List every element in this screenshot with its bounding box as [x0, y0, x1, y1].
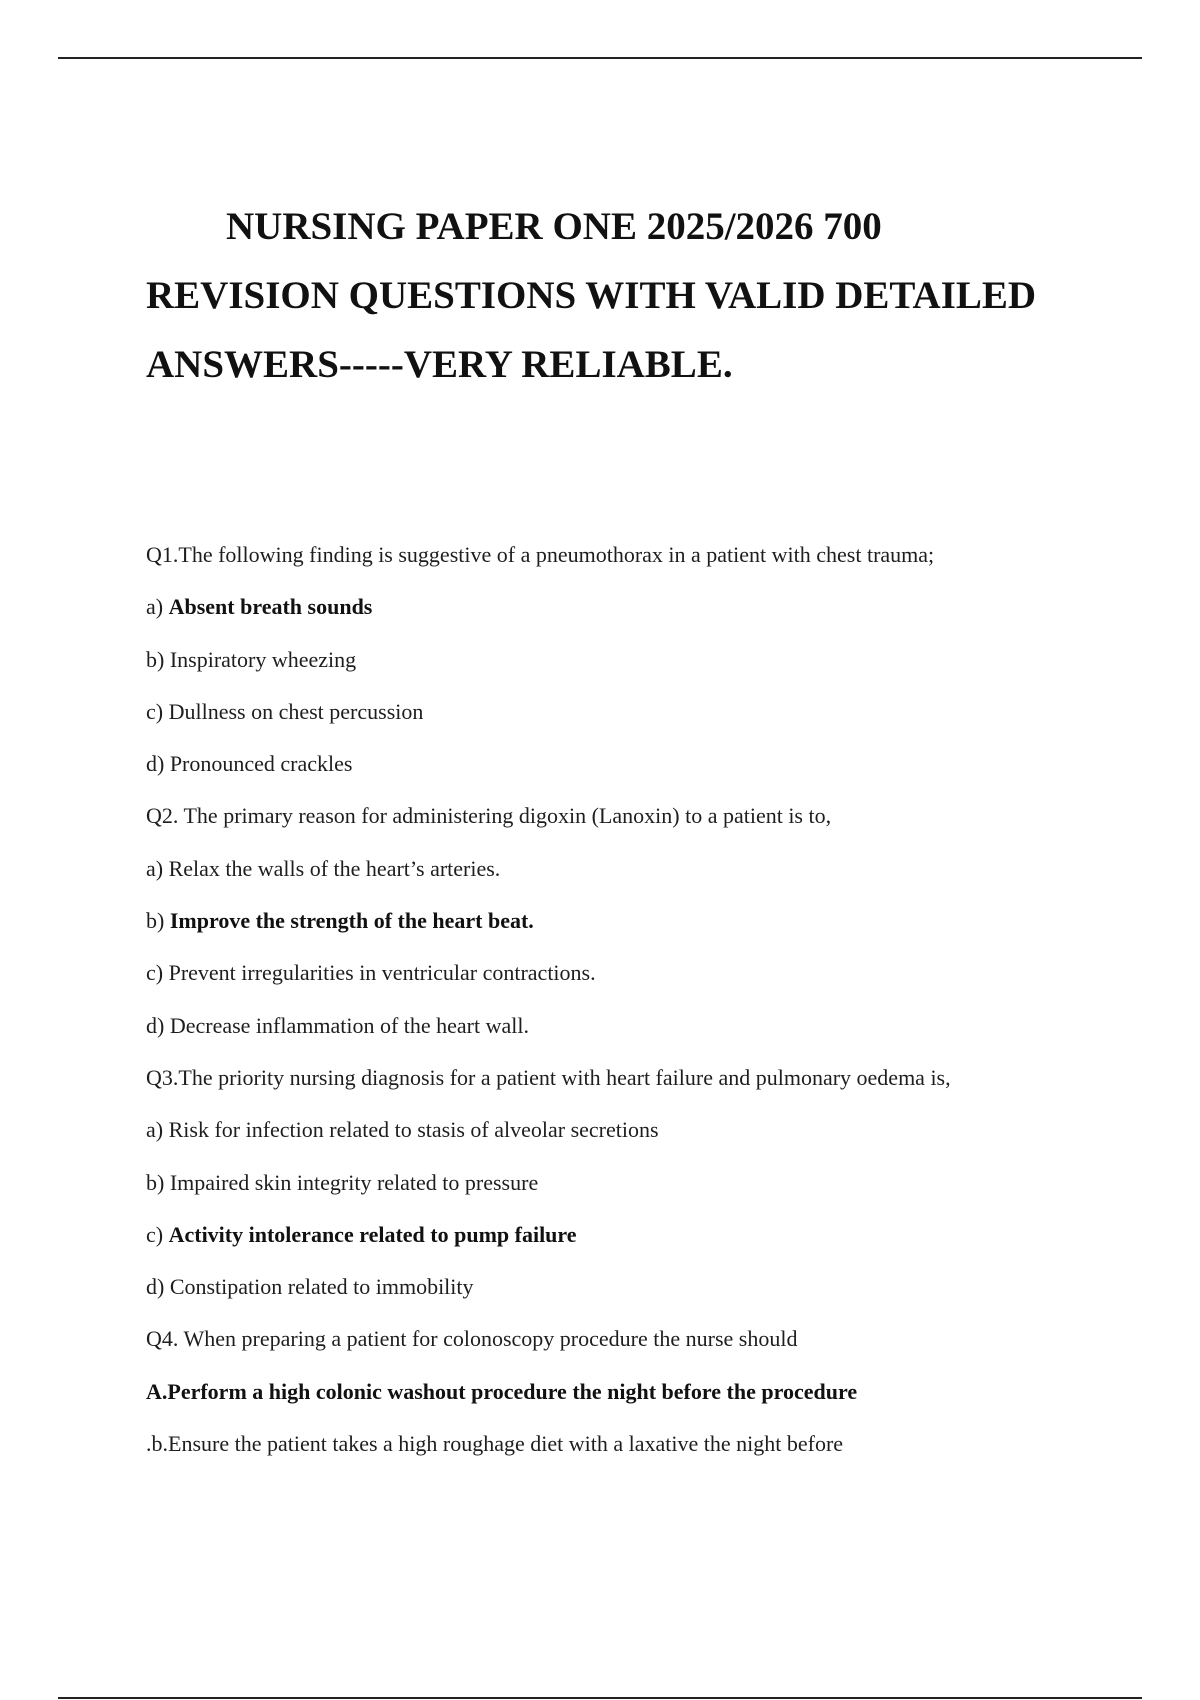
answer-option [146, 895, 1126, 947]
answer-option: b) Inspiratory wheezing [146, 646, 357, 672]
question-text: Q4. When preparing a patient for colonoscopy procedure the nurse should [146, 1326, 798, 1352]
title-line: NURSING PAPER ONE 2025/2026 700 [226, 205, 882, 248]
question-list [146, 529, 1126, 1470]
correct-answer: A.Perform a high colonic washout procedure the night before the procedure [146, 1378, 858, 1404]
question-text: Q3.The priority nursing diagnosis for a patient with heart failure and pulmonary oedema is, [146, 1064, 951, 1090]
answer-option: c) Dullness on chest percussion [146, 698, 424, 724]
option-prefix: c) [146, 1221, 169, 1247]
correct-answer: Absent breath sounds [168, 594, 373, 620]
answer-option [146, 1209, 1126, 1261]
title-line: REVISION QUESTIONS WITH VALID DETAILED [146, 274, 1037, 317]
question-text: Q2. The primary reason for administering digoxin (Lanoxin) to a patient is to, [146, 803, 832, 829]
option-prefix: b) [146, 908, 170, 934]
answer-option: d) Constipation related to immobility [146, 1274, 474, 1300]
answer-option: .b.Ensure the patient takes a high roughage diet with a laxative the night before [146, 1431, 844, 1457]
bottom-rule [58, 1697, 1142, 1699]
option-prefix: a) [146, 594, 169, 620]
document-title [146, 192, 1106, 399]
answer-option [146, 581, 1126, 633]
answer-option: a) Relax the walls of the heart’s arteries. [146, 855, 501, 881]
correct-answer: Activity intolerance related to pump failure [168, 1221, 577, 1247]
answer-option: d) Pronounced crackles [146, 751, 353, 777]
answer-option: a) Risk for infection related to stasis of alveolar secretions [146, 1117, 659, 1143]
top-rule [58, 57, 1142, 59]
answer-option: d) Decrease inflammation of the heart wall. [146, 1012, 530, 1038]
answer-option: c) Prevent irregularities in ventricular contractions. [146, 960, 596, 986]
answer-option: b) Impaired skin integrity related to pressure [146, 1169, 539, 1195]
correct-answer: Improve the strength of the heart beat. [169, 908, 534, 934]
title-line: ANSWERS-----VERY RELIABLE. [146, 343, 733, 386]
question-text: Q1.The following finding is suggestive of a pneumothorax in a patient with chest trauma; [146, 542, 935, 567]
